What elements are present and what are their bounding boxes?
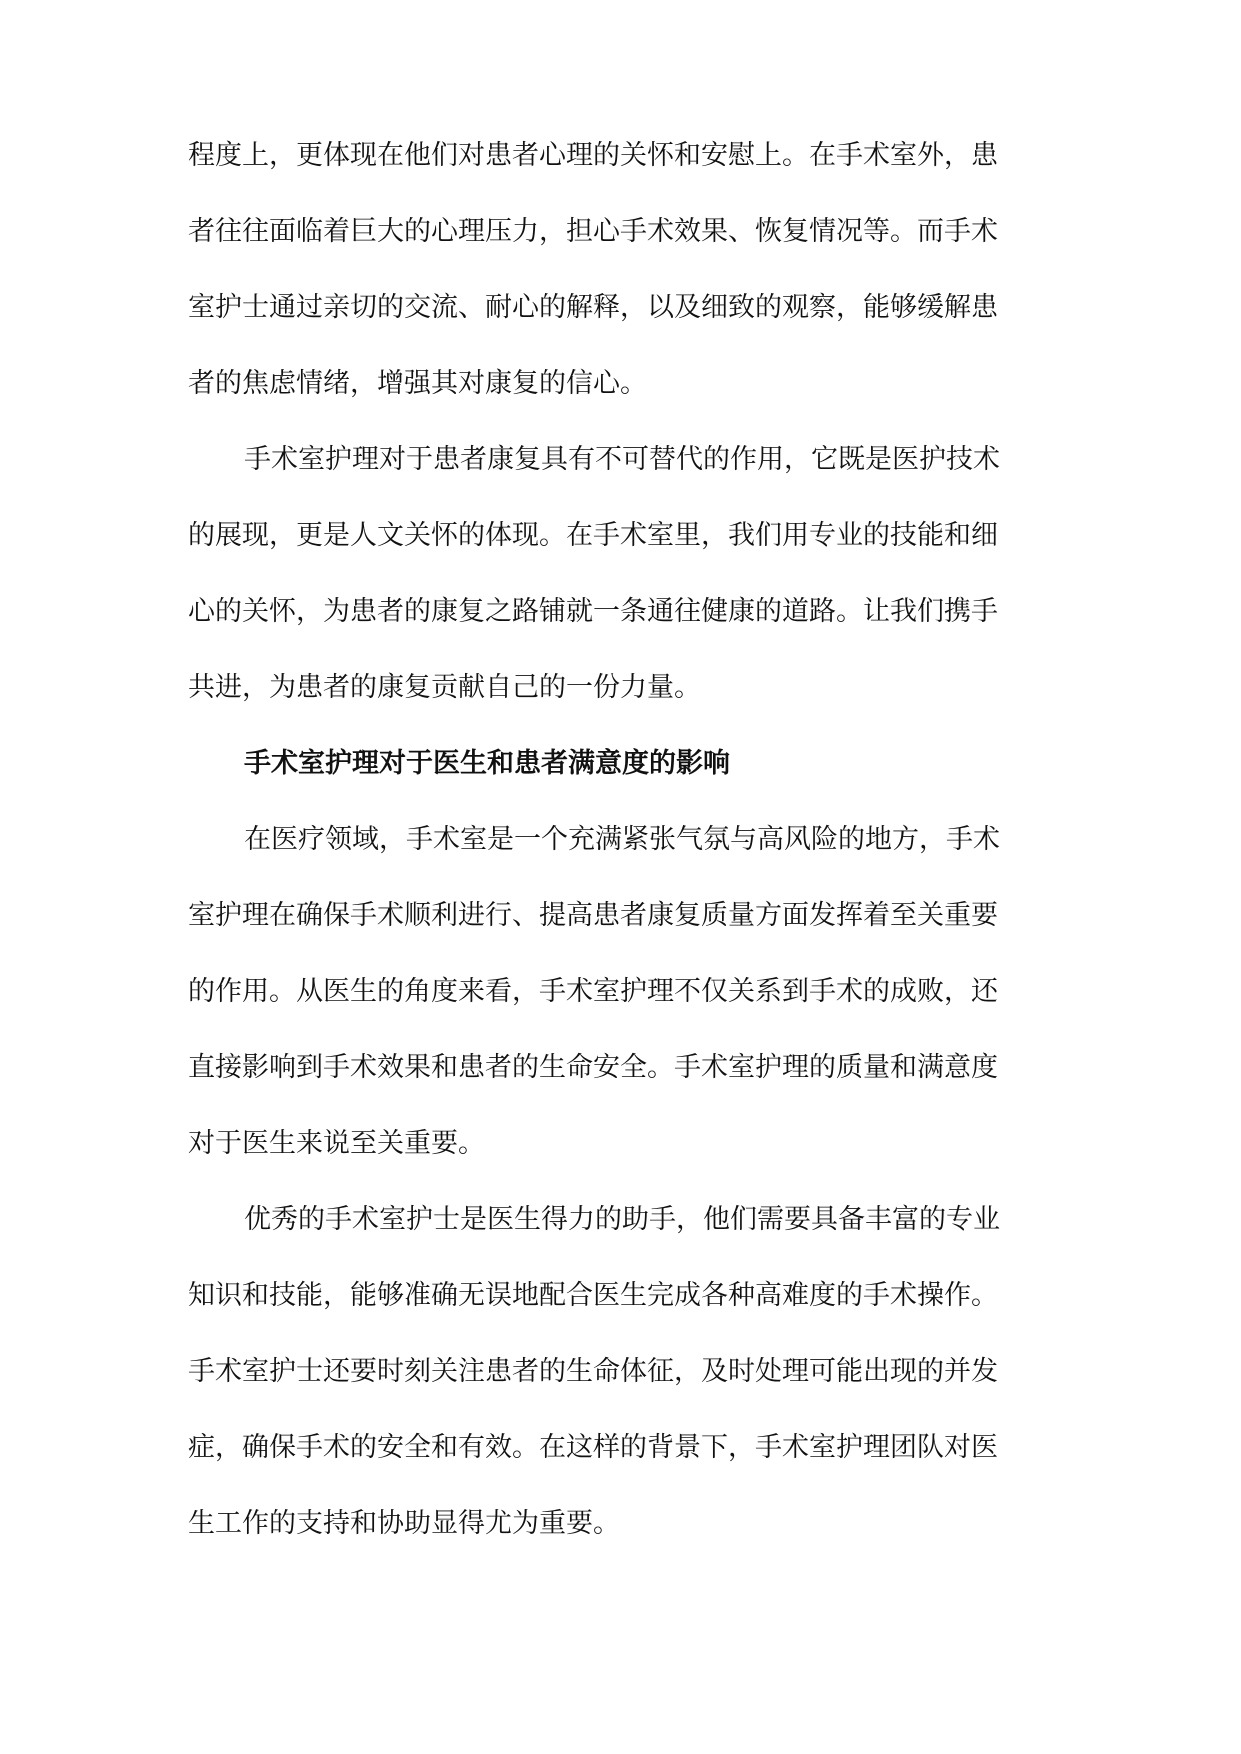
text-line: 优秀的手术室护士是医生得力的助手，他们需要具备丰富的专业 [244,1204,1000,1235]
text-line: 的作用。从医生的角度来看，手术室护理不仅关系到手术的成败，还 [188,976,998,1007]
text-line: 对于医生来说至关重要。 [188,1128,485,1159]
text-line: 生工作的支持和协助显得尤为重要。 [188,1508,620,1539]
text-line: 症，确保手术的安全和有效。在这样的背景下，手术室护理团队对医 [188,1432,998,1463]
text-line: 共进，为患者的康复贡献自己的一份力量。 [188,672,701,703]
paragraph-patient-psychology [188,142,1058,397]
paragraph-nurse-assistant [188,1206,1058,1537]
text-line: 直接影响到手术效果和患者的生命安全。手术室护理的质量和满意度 [188,1052,998,1083]
text-line: 手术室护士还要时刻关注患者的生命体征，及时处理可能出现的并发 [188,1356,998,1387]
text-line: 室护理在确保手术顺利进行、提高患者康复质量方面发挥着至关重要 [188,900,998,931]
paragraph-medical-field [188,826,1058,1157]
text-line: 知识和技能，能够准确无误地配合医生完成各种高难度的手术操作。 [188,1280,998,1311]
document-body [188,142,1058,1586]
text-line: 的展现，更是人文关怀的体现。在手术室里，我们用专业的技能和细 [188,520,998,551]
text-line: 在医疗领域，手术室是一个充满紧张气氛与高风险的地方，手术 [244,824,1000,855]
text-line: 者往往面临着巨大的心理压力，担心手术效果、恢复情况等。而手术 [188,216,998,247]
text-line: 室护士通过亲切的交流、耐心的解释，以及细致的观察，能够缓解患 [188,292,998,323]
paragraph-conclusion [188,446,1058,701]
text-line: 心的关怀，为患者的康复之路铺就一条通往健康的道路。让我们携手 [188,596,998,627]
heading-spacer [188,777,1058,826]
text-line: 手术室护理对于患者康复具有不可替代的作用，它既是医护技术 [244,444,1000,475]
section-heading: 手术室护理对于医生和患者满意度的影响 [244,748,730,779]
text-line: 者的焦虑情绪，增强其对康复的信心。 [188,368,647,399]
text-line: 程度上，更体现在他们对患者心理的关怀和安慰上。在手术室外，患 [188,140,998,171]
